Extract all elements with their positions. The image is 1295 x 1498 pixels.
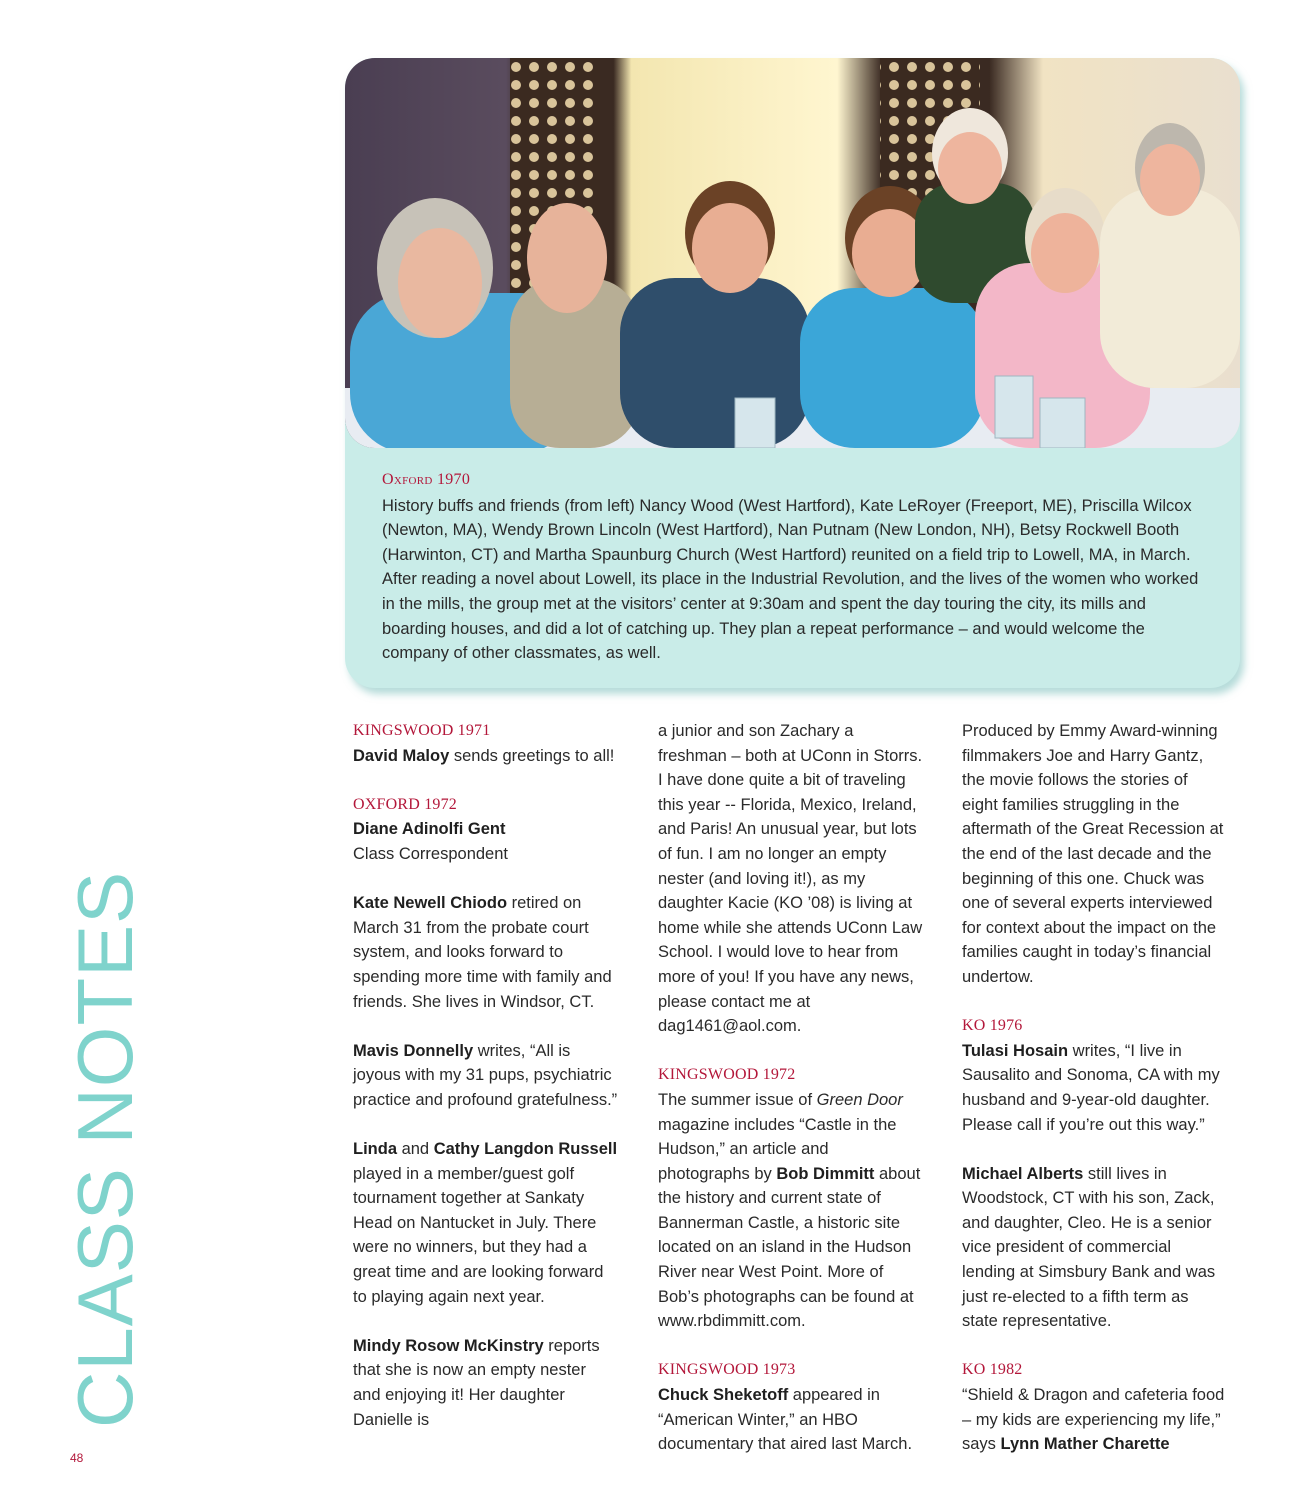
note-text: appeared in “American Winter,” an HBO documentary that aired last March. [658, 1386, 913, 1454]
note-text: writes, “I live in Sausalito and Sonoma, CA with my husband and 9-year-old daughter. Please call if you’re out this way.” [962, 1041, 1220, 1134]
bob-dimmitt-name: Bob Dimmitt [776, 1164, 875, 1183]
note-text: and [397, 1140, 434, 1159]
tulasi-hosain-name: Tulasi Hosain [962, 1041, 1069, 1060]
feature-heading: Oxford 1970 [382, 471, 471, 488]
chuck-sheketoff-name: Chuck Sheketoff [658, 1386, 789, 1405]
note-text: about the history and current state of Bannerman Castle, a historic site located on an island in the Hudson River near West Point. More of Bob’s photographs can be found at www.rbdimmitt.com. [658, 1164, 921, 1331]
magazine-title: Green Door [816, 1090, 903, 1109]
note-text: “Shield & Dragon and cafeteria food – my kids are experiencing my life,” says [962, 1386, 1225, 1454]
oxford-1972-heading: OXFORD 1972 [353, 795, 457, 813]
michael-alberts-name: Michael Alberts [962, 1164, 1084, 1183]
kingswood-1971-heading: KINGSWOOD 1971 [353, 722, 491, 739]
cathy-russell-name: Cathy Langdon Russell [433, 1140, 618, 1159]
note-text: a junior and son Zachary a freshman – both at UConn in Storrs. [658, 722, 923, 765]
kate-chiodo-name: Kate Newell Chiodo [353, 894, 508, 913]
note-text: I have done quite a bit of traveling this year -- Florida, Mexico, Ireland, and Paris! An unusual year, but lots of fun. I am no longer an empty nester (and loving it!), as my daughter Kacie (KO ’08) is living at home while she attends UConn Law School. I would love to hear from more of you! If you have any news, please contact me at dag1461@aol.com. [658, 771, 923, 1036]
note-text: sends greetings to all! [449, 746, 615, 765]
note-text: reports that she is now an empty nester and enjoying it! Her daughter Danielle is [353, 1336, 600, 1429]
correspondent-name: Diane Adinolfi Gent [353, 820, 506, 839]
photo-illustration [345, 58, 1240, 448]
lynn-charette-name: Lynn Mather Charette [1000, 1435, 1170, 1454]
david-maloy-name: David Maloy [353, 746, 450, 765]
linda-name: Linda [353, 1140, 397, 1159]
group-photo [345, 58, 1240, 448]
note-text: retired on March 31 from the probate court system, and looks forward to spending more time with family and friends. She lives in Windsor, CT. [353, 894, 612, 1011]
ko-1976-heading: KO 1976 [962, 1017, 1023, 1035]
feature-body: History buffs and friends (from left) Nancy Wood (West Hartford), Kate LeRoyer (Freeport, ME), Priscilla Wilcox (Newton, MA), Wendy Brown Lincoln (West Hartford), Nan Putnam (New London, NH), Betsy Rockwell Booth (Harwinton, CT) and Martha Spaunburg Church (West Hartford) reunited on a field trip to Lowell, MA, in March. After reading a novel about Lowell, its place in the Industrial Revolution, and the lives of the women who worked in the mills, the group met at the visitors’ center at 9:30am and spent the day touring the city, its mills and boarding houses, and did a lot of catching up. They plan a repeat performance – and would welcome the company of other classmates, as well. [382, 496, 1199, 663]
kingswood-1973-heading: KINGSWOOD 1973 [658, 1361, 796, 1379]
mavis-donnelly-name: Mavis Donnelly [353, 1041, 474, 1060]
note-text: writes, “All is joyous with my 31 pups, psychiatric practice and profound gratefulness.” [353, 1041, 618, 1109]
note-text: Produced by Emmy Award-winning filmmakers Joe and Harry Gantz, the movie follows the stories of eight families struggling in the aftermath of the Great Recession at the end of the last decade and the beginning of this one. Chuck was one of several experts interviewed for context about the impact on the families caught in today’s financial undertow. [962, 722, 1224, 986]
note-text: still lives in Woodstock, CT with his son, Zack, and daughter, Cleo. He is a senior vice president of commercial lending at Simsbury Bank and was just re-elected to a fifth term as state representative. [962, 1164, 1216, 1331]
note-text: played in a member/guest golf tournament together at Sankaty Head on Nantucket in July. There were no winners, but they had a great time and are looking forward to playing again next year. [353, 1164, 604, 1306]
section-title: CLASS NOTES [61, 870, 149, 1428]
note-text: magazine includes “Castle in the Hudson,” an article and photographs by [658, 1115, 897, 1183]
kingswood-1972-heading: KINGSWOOD 1972 [658, 1066, 796, 1084]
column-1 [353, 719, 618, 1432]
feature-panel [345, 58, 1240, 688]
mindy-mckinstry-name: Mindy Rosow McKinstry [353, 1336, 544, 1355]
ko-1982-heading: KO 1982 [962, 1361, 1023, 1379]
column-2 [658, 719, 923, 1457]
page-number: 48 [70, 1451, 84, 1465]
feature-caption [382, 468, 1212, 666]
column-3 [962, 719, 1227, 1457]
note-text: The summer issue of [658, 1090, 817, 1109]
correspondent-role: Class Correspondent [353, 844, 508, 863]
